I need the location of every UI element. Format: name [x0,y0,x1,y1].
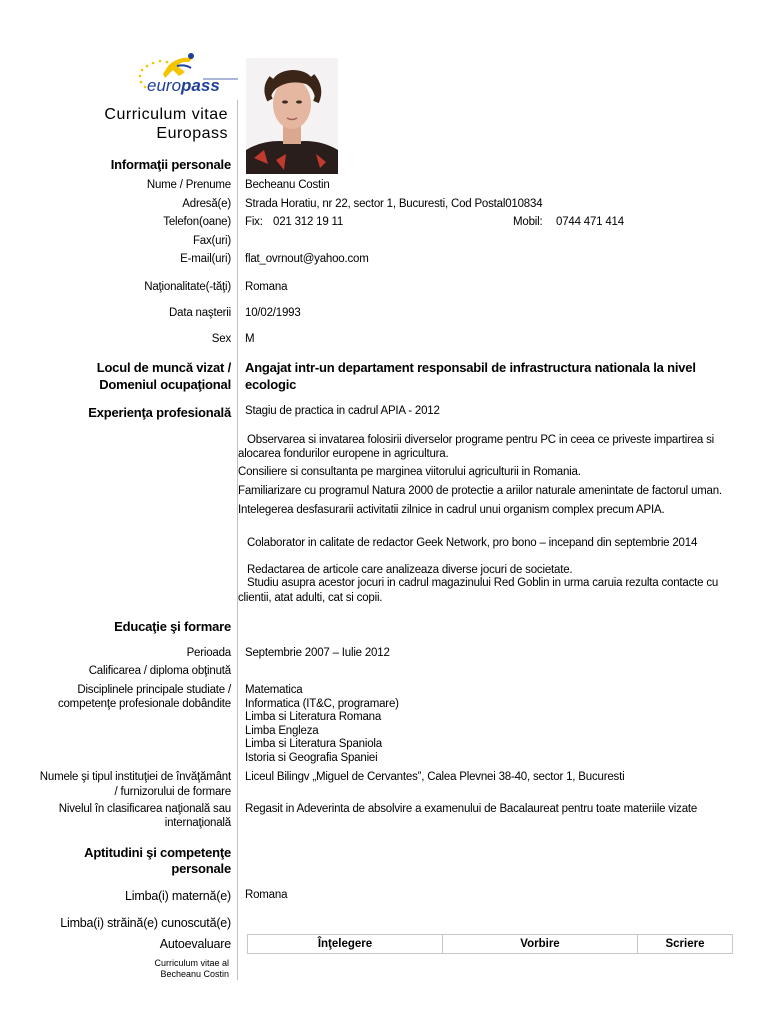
skills-heading-line2: personale [171,861,231,876]
table-row [248,935,733,954]
self-assessment-label: Autoevaluare [159,937,231,951]
experience-item: Redactarea de articole care analizeaza diverse jocuri de societate. [247,564,573,576]
institution-label-line2: / furnizorului de formare [114,786,231,798]
experience-item: clientii, atat adulti, cat si copii. [238,592,383,604]
experience-item: Colaborator in calitate de redactor Geek Network, pro bono – incepand din septembrie 2014 [247,537,698,549]
table-header-understanding: Înţelegere [248,935,443,954]
mother-tongue-value: Romana [245,889,288,901]
sex-label: Sex [211,333,231,345]
email-label: E-mail(uri) [180,253,231,265]
job-heading-line1: Locul de muncă vizat / [96,360,231,375]
email-value: flat_ovrnout@yahoo.com [245,253,369,265]
footer-line2: Becheanu Costin [160,969,229,979]
experience-item: Consiliere si consultanta pe marginea viitorului agriculturii in Romania. [238,466,581,478]
subject-item: Limba Engleza [245,724,319,737]
subject-item: Istoria si Geografia Spaniei [245,751,378,764]
table-header-writing: Scriere [638,935,733,954]
language-assessment-table [247,934,733,954]
job-value-line1: Angajat intr-un departament responsabil de infrastructura nationala la nivel [245,360,696,375]
subjects-label-line2: competenţe profesionale dobândite [57,698,231,710]
vertical-divider [237,100,238,980]
experience-heading: Experienţa profesională [88,405,231,420]
institution-label-line1: Numele şi tipul instituţiei de învăţământ [39,771,231,783]
name-label: Nume / Prenume [146,179,231,191]
fix-value: 021 312 19 11 [273,216,344,228]
nationality-value: Romana [245,281,288,293]
period-value: Septembrie 2007 – Iulie 2012 [245,647,390,659]
footer-line1: Curriculum vitae al [154,958,229,968]
level-label-line1: Nivelul în clasificarea naţională sau [58,803,231,815]
subject-item: Limba si Literatura Spaniola [245,738,382,751]
logo-text-bold: pass [181,76,220,95]
birth-value: 10/02/1993 [245,307,301,319]
europass-logo [133,52,243,100]
phone-label: Telefon(oane) [163,216,231,228]
fax-label: Fax(uri) [192,235,231,247]
experience-item: Familiarizare cu programul Natura 2000 de protectie a ariilor naturale amenintate de factorul uman. [238,485,722,497]
logo-text-light: euro [147,76,182,95]
name-value: Becheanu Costin [245,179,330,191]
period-label: Perioada [186,647,231,659]
level-label-line2: internaţională [164,817,231,829]
experience-item: alocarea fondurilor europene in agricultura. [238,448,449,460]
subjects-label-line1: Disciplinele principale studiate / [77,684,231,696]
sex-value: M [245,333,255,345]
experience-item: Observarea si invatarea folosirii diverselor programe pentru PC in ceea ce priveste impartirea si [247,434,715,446]
skills-heading-line1: Aptitudini şi competenţe [84,845,231,860]
experience-item: Stagiu de practica in cadrul APIA - 2012 [245,405,440,417]
birth-label: Data naşterii [169,307,231,319]
nationality-label: Naţionalitate(-tăţi) [144,281,231,293]
experience-item: Studiu asupra acestor jocuri in cadrul magazinului Red Goblin in urma caruia rezulta contacte cu [247,577,719,589]
cv-title-line2: Europass [156,125,228,142]
mobile-value: 0744 471 414 [556,216,624,228]
job-value-line2: ecologic [245,377,297,392]
cv-title-line1: Curriculum vitae [104,106,228,123]
fix-label: Fix: [245,216,263,228]
subject-item: Informatica (IT&C, programare) [245,697,399,710]
subjects-list [245,684,399,766]
personal-info-heading: Informaţii personale [110,157,231,172]
foreign-languages-label: Limba(i) străină(e) cunoscută(e) [60,916,231,930]
address-value: Strada Horatiu, nr 22, sector 1, Bucuresti, Cod Postal010834 [245,198,543,210]
subject-item: Matematica [245,684,303,696]
subject-item: Limba si Literatura Romana [245,711,382,724]
page-footer [154,958,229,980]
institution-value: Liceul Bilingv „Miguel de Cervantes”, Calea Plevnei 38-40, sector 1, Bucuresti [245,771,625,783]
education-heading: Educaţie şi formare [114,619,231,634]
cv-title [104,105,228,143]
table-header-speaking: Vorbire [443,935,638,954]
profile-photo [246,58,338,174]
level-value: Regasit in Adeverinta de absolvire a examenului de Bacalaureat pentru toate materiile vizate [245,803,698,815]
qualification-label: Calificarea / diploma obţinută [88,665,231,677]
address-label: Adresă(e) [182,198,231,210]
mobile-label: Mobil: [513,216,543,228]
job-heading-line2: Domeniul ocupaţional [99,377,231,392]
experience-item: Intelegerea desfasurarii activitatii zilnice in cadrul unui organism complex precum APIA. [238,504,665,516]
mother-tongue-label: Limba(i) maternă(e) [125,889,231,903]
